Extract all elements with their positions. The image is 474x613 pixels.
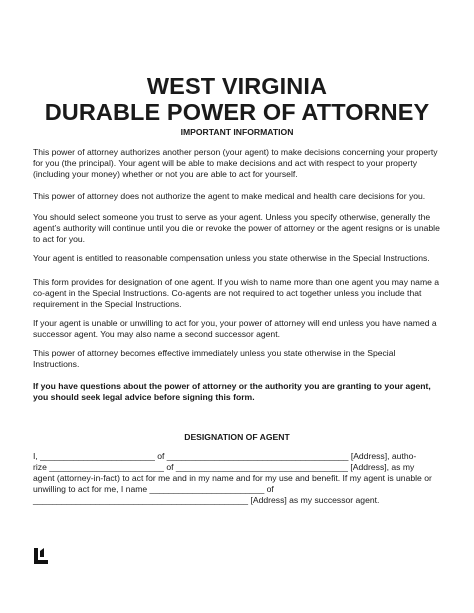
paragraph-successor-agent: If your agent is unable or unwilling to act for you, your power of attorney will end unless you have named a successor agent. You may also name a second successor agent.	[33, 318, 437, 340]
important-information-heading: IMPORTANT INFORMATION	[180, 127, 294, 137]
designation-line: agent (attorney-in-fact) to act for me and in my name and for my use and benefit. If my agent is unable or	[33, 473, 432, 483]
paragraph-effective: This power of attorney becomes effective immediately unless you state otherwise in the Special Instructions.	[33, 348, 396, 370]
paragraph-compensation: Your agent is entitled to reasonable compensation unless you state otherwise in the Special Instructions.	[33, 253, 430, 263]
document-title: DURABLE POWER OF ATTORNEY	[44, 99, 430, 125]
designation-line: rize ________________________ of ____________________________________ [Address], as my	[33, 462, 415, 472]
paragraph-select-agent: You should select someone you trust to serve as your agent. Unless you specify otherwise, generally the agent’s authority will continue until you die or revoke the power of attorney or the agent resigns or is unable to act for you.	[33, 212, 440, 245]
paragraph-authorization: This power of attorney authorizes another person (your agent) to make decisions concerning your property for you (the principal). Your agent will be able to make decisions and act with respect to your property (including your money) whether or not you are able to act for yourself.	[33, 147, 438, 180]
designation-line: _____________________________________________ [Address] as my successor agent.	[33, 495, 380, 505]
designation-line: unwilling to act for me, I name ________________________ of	[33, 484, 274, 494]
brand-logo-icon	[34, 548, 48, 564]
legal-advice-warning: If you have questions about the power of attorney or the authority you are granting to your agent, you should seek legal advice before signing this form.	[33, 381, 431, 403]
paragraph-medical: This power of attorney does not authorize the agent to make medical and health care decisions for you.	[33, 191, 426, 201]
designation-of-agent-heading: DESIGNATION OF AGENT	[184, 432, 290, 442]
designation-line: I, ________________________ of ______________________________________ [Address], autho-	[33, 451, 417, 461]
paragraph-co-agent: This form provides for designation of one agent. If you wish to name more than one agent you may name a co-agent in the Special Instructions. Co-agents are not required to act together unless you include that requirement in the Special Instructions.	[33, 277, 440, 310]
document-title-state: WEST VIRGINIA	[146, 73, 328, 99]
